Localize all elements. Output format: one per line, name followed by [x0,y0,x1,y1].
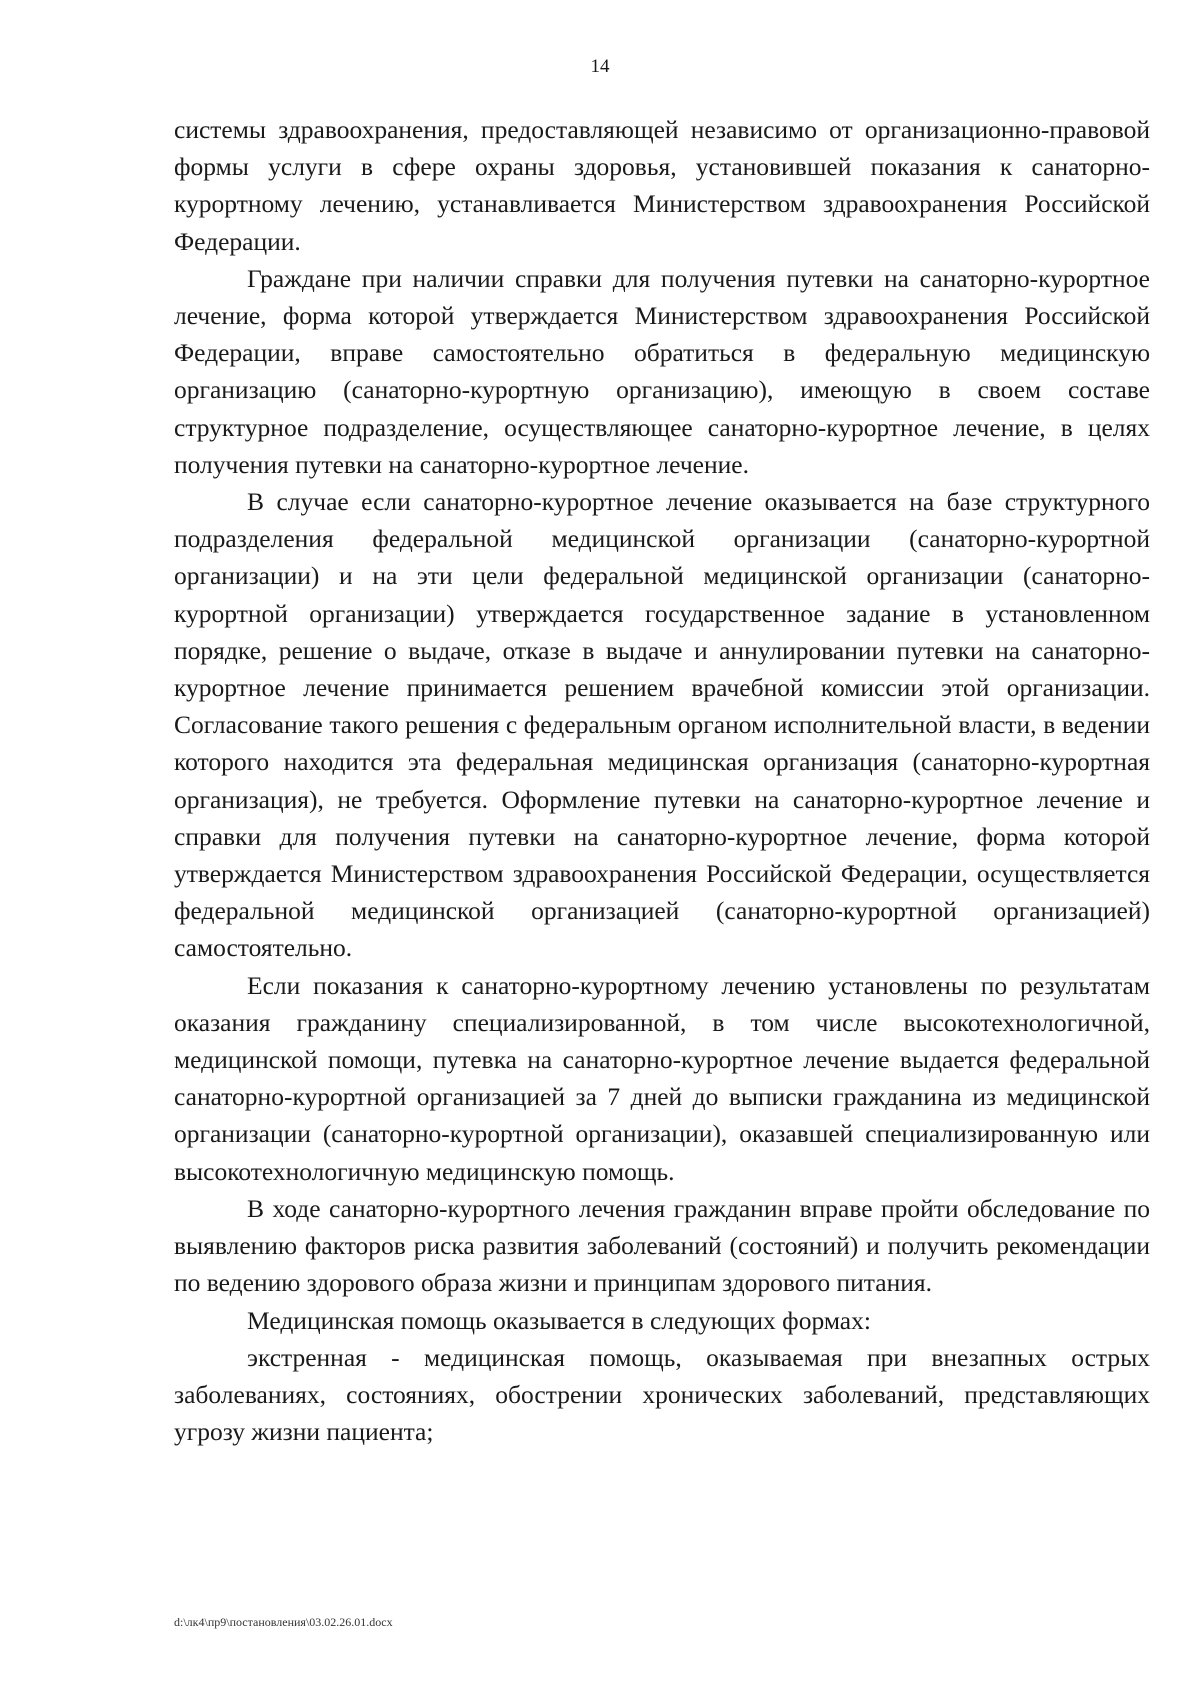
page-number: 14 [590,56,610,77]
paragraph: экстренная - медицинская помощь, оказываемая при внезапных острых заболеваниях, состояниях, обострении хронических заболеваний, представляющих угрозу жизни пациента; [174,1342,1150,1447]
paragraph: Граждане при наличии справки для получения путевки на санаторно-курортное лечение, форма которой утверждается Министерством здравоохранения Российской Федерации, вправе самостоятельно обратиться в федеральную медицинскую организацию (санаторно-курортную организацию), имеющую в своем составе структурное подразделение, осуществляющее санаторно-курортное лечение, в целях получения путевки на санаторно-курортное лечение. [174,263,1150,479]
paragraph: Если показания к санаторно-курортному лечению установлены по результатам оказания гражданину специализированной, в том числе высокотехнологичной, медицинской помощи, путевка на санаторно-курортное лечение выдается федеральной санаторно-курортной организацией за 7 дней до выписки гражданина из медицинской организации (санаторно-курортной организации), оказавшей специализированную или высокотехнологичную медицинскую помощь. [174,970,1150,1186]
paragraph: Медицинская помощь оказывается в следующих формах: [247,1305,871,1335]
document-body [174,111,1150,1450]
footer-file-path: d:\лк4\пр9\постановления\03.02.26.01.docx [174,1615,393,1629]
paragraph: В случае если санаторно-курортное лечение оказывается на базе структурного подразделения федеральной медицинской организации (санаторно-курортной организации) и на эти цели федеральной медицинской организации (санаторно-курортной организации) утверждается государственное задание в установленном порядке, решение о выдаче, отказе в выдаче и аннулировании путевки на санаторно-курортное лечение принимается решением врачебной комиссии этой организации. Согласование такого решения с федеральным органом исполнительной власти, в ведении которого находится эта федеральная медицинская организация (санаторно-курортная организация), не требуется. Оформление путевки на санаторно-курортное лечение и справки для получения путевки на санаторно-курортное лечение, форма которой утверждается Министерством здравоохранения Российской Федерации, осуществляется федеральной медицинской организацией (санаторно-курортной организацией) самостоятельно. [174,487,1150,963]
paragraph: В ходе санаторно-курортного лечения гражданин вправе пройти обследование по выявлению факторов риска развития заболеваний (состояний) и получить рекомендации по ведению здорового образа жизни и принципам здорового питания. [174,1193,1150,1298]
paragraph-continuation: системы здравоохранения, предоставляющей независимо от организационно-правовой формы услуги в сфере охраны здоровья, установившей показания к санаторно-курортному лечению, устанавливается Министерством здравоохранения Российской Федерации. [174,115,1150,256]
